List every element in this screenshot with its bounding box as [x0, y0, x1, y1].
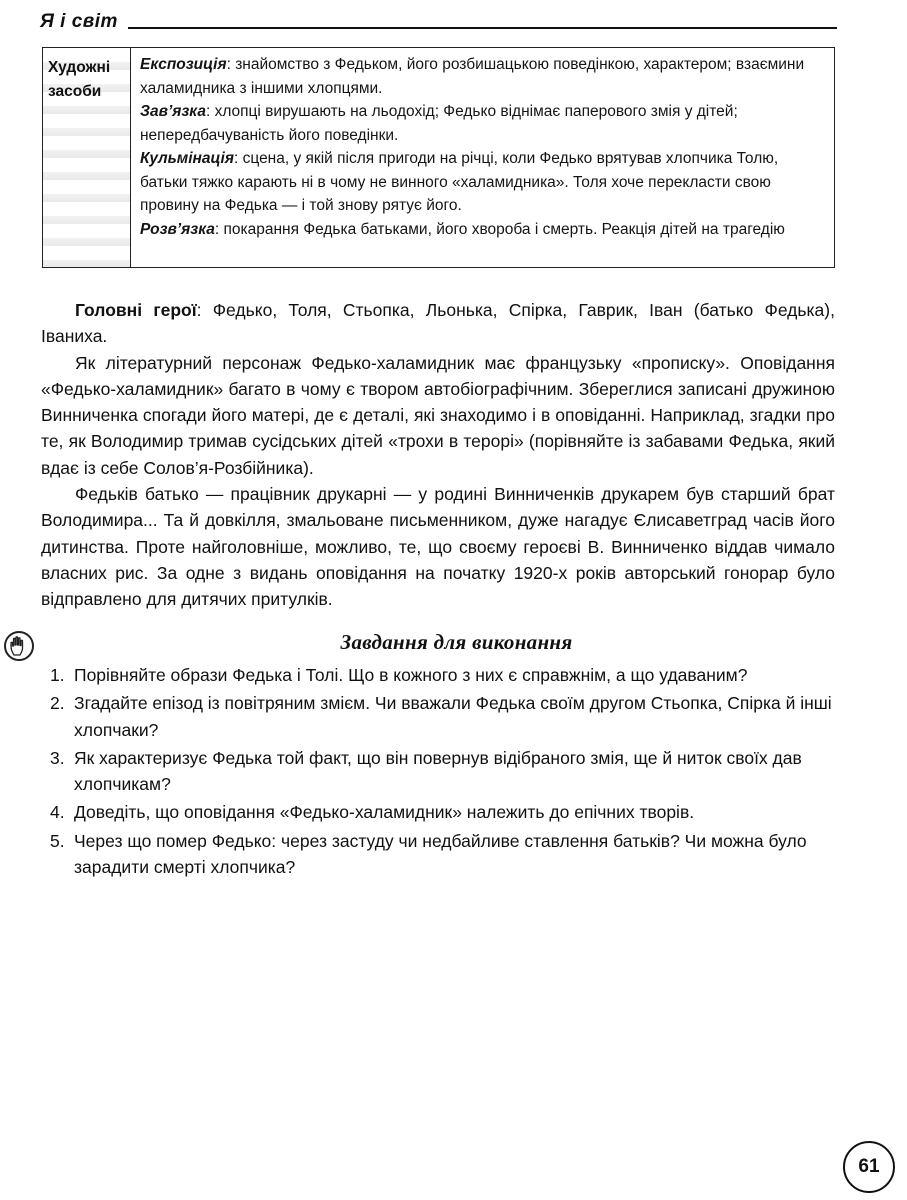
term-plot: Зав’язка: [140, 103, 206, 120]
table-row-exposition: [140, 53, 826, 100]
item-text: Як характеризує Федька той факт, що він повернув відібраного змія, ще й ниток своїх дав хлопчикам?: [74, 747, 802, 795]
term-resolution: Розв’язка: [140, 220, 215, 238]
table-label: Художні засоби: [48, 59, 111, 100]
item-number: 4.: [50, 802, 65, 823]
heroes-paragraph: [41, 297, 835, 350]
item-number: 3.: [50, 747, 65, 768]
literary-devices-table: [42, 47, 835, 268]
row-text: : знайомство з Федьком, його розбишацькою поведінкою, характером; взаємини халамидника з іншими хлопцями.: [140, 56, 805, 97]
item-number: 1.: [50, 665, 65, 685]
item-text: Порівняйте образи Федька і Толі. Що в кожного з них є справжнім, а що удаваним?: [74, 665, 748, 685]
term-climax: Кульмінація: [140, 150, 234, 167]
heroes-text: : Федько, Толя, Стьопка, Льонька, Спірка, Гаврик, Іван (батько Федька), Іваниха.: [41, 300, 835, 347]
table-label-cell: [43, 48, 131, 267]
item-number: 5.: [50, 830, 65, 851]
item-text: Доведіть, що оповідання «Федько-халамидник» належить до епічних творів.: [74, 802, 695, 823]
paragraph: Федьків батько — працівник друкарні — у родині Винниченків друкарем був старший брат Володимира... Та й довкілля, змальоване письменником, дуже нагадує Єлисаветград часів його дитинства. Проте найголовніше, можливо, те, що своєму героєві В. Винниченко віддав чимало власних рис. За одне з видань оповідання на початку 1920-х років авторський гонорар було відправлено для дитячих притулків.: [41, 484, 835, 610]
table-row-plot: [140, 100, 826, 147]
header-rule: [128, 27, 837, 29]
tasks-list: [50, 662, 836, 882]
list-item: [50, 828, 836, 881]
body-text: [41, 297, 835, 613]
page-number: 61: [843, 1141, 895, 1193]
row-text: : хлопці вирушають на льодохід; Федько віднімає паперового змія у дітей; непередбачуваність його поведінки.: [140, 103, 738, 144]
list-item: [50, 690, 836, 743]
section-title: Я і світ: [40, 11, 118, 32]
row-text: : сцена, у якій після пригоди на річці, коли Федько врятував хлопчика Толю, батьки тяжко карають ні в чому не винного «халамидника». Толя хоче перекласти свою провину на Федька — і той знову рятує його.: [140, 150, 779, 214]
term-exposition: Експозиція: [140, 56, 227, 73]
table-row-climax: [140, 147, 826, 218]
table-row-resolution: [140, 218, 826, 242]
paragraph: Як літературний персонаж Федько-халамидник має французьку «прописку». Оповідання «Федько-халамидник» багато в чому є твором автобіографічним. Збереглися записані дружиною Винниченка спогади його матері, де є деталі, які знаходимо і в оповіданні. Наприклад, згадки про те, як Володимир тримав сусідських дітей «трохи в терорі» (порівняйте із забавами Федька, який вдає із себе Солов’я-Розбійника).: [41, 352, 835, 478]
item-text: Згадайте епізод із повітряним змієм. Чи вважали Федька своїм другом Стьопка, Спірка й інші хлопчаки?: [74, 693, 832, 740]
row-text: : покарання Федька батьками, його хвороба і смерть. Реакція дітей на трагедію: [214, 220, 785, 238]
running-header: [40, 8, 837, 32]
item-number: 2.: [50, 693, 65, 714]
item-text: Через що помер Федько: через застуду чи недбайливе ставлення батьків? Чи можна було зарадити смерті хлопчика?: [74, 830, 807, 878]
list-item: [50, 745, 836, 798]
heroes-label: Головні герої: [75, 300, 197, 320]
list-item: [50, 662, 836, 688]
table-content-cell: [131, 48, 834, 267]
tasks-heading: Завдання для виконання: [340, 630, 573, 654]
list-item: [50, 799, 836, 825]
